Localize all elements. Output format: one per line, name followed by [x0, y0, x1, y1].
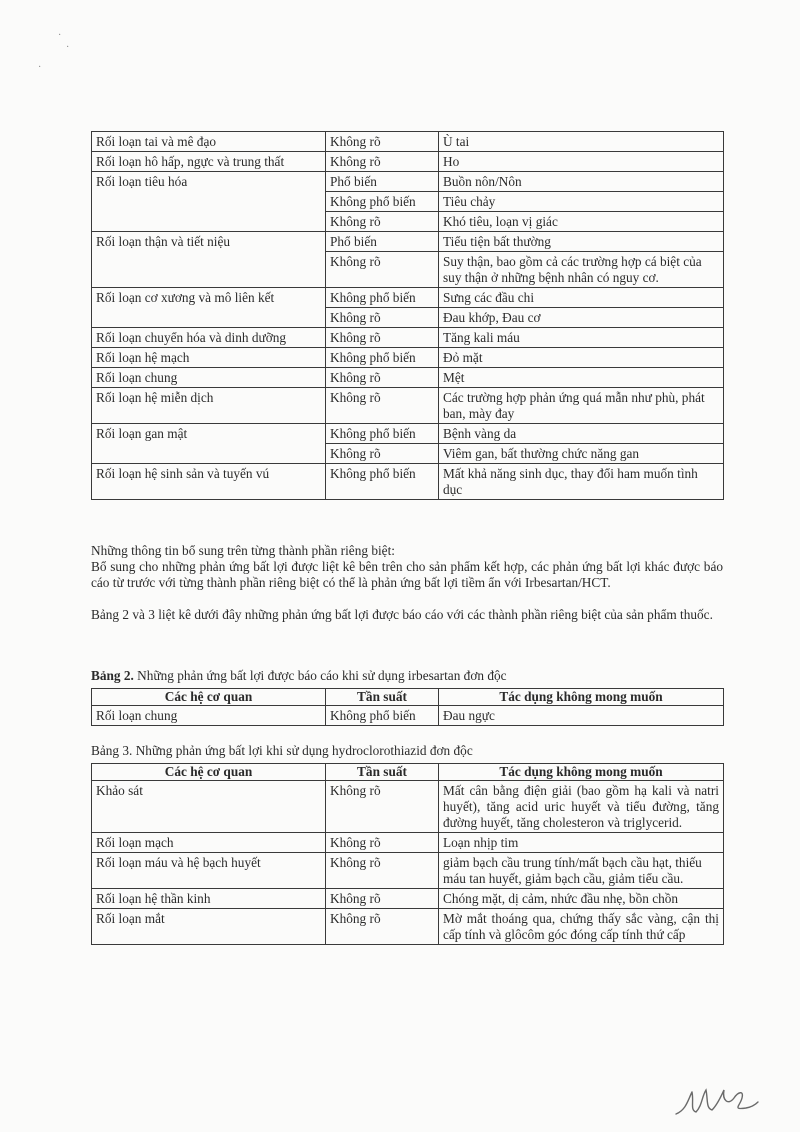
system-cell: Rối loạn mạch	[92, 833, 326, 853]
irbesartan-adverse-table	[91, 688, 724, 726]
column-header: Tần suất	[326, 764, 439, 781]
frequency-cell: Không phổ biến	[326, 192, 439, 212]
effect-cell: Loạn nhịp tim	[439, 833, 724, 853]
system-cell: Rối loạn tiêu hóa	[92, 172, 326, 232]
section-heading: Những thông tin bổ sung trên từng thành phần riêng biệt:	[91, 543, 395, 558]
column-header: Tần suất	[326, 689, 439, 706]
effect-cell: Chóng mặt, dị cảm, nhức đầu nhẹ, bồn chồn	[439, 889, 724, 909]
frequency-cell: Không rõ	[326, 212, 439, 232]
frequency-cell: Phổ biến	[326, 172, 439, 192]
frequency-cell: Không rõ	[326, 889, 439, 909]
effect-cell: Tiêu chảy	[439, 192, 724, 212]
table-row	[92, 706, 724, 726]
frequency-cell: Không phổ biến	[326, 424, 439, 444]
system-cell: Rối loạn cơ xương và mô liên kết	[92, 288, 326, 328]
frequency-cell: Không phổ biến	[326, 464, 439, 500]
effect-cell: Ù tai	[439, 132, 724, 152]
table-row	[92, 132, 724, 152]
system-cell: Rối loạn thận và tiết niệu	[92, 232, 326, 288]
effect-cell: Ho	[439, 152, 724, 172]
system-cell: Rối loạn máu và hệ bạch huyết	[92, 853, 326, 889]
scan-speck: ·	[58, 30, 62, 41]
system-cell: Khảo sát	[92, 781, 326, 833]
system-cell: Rối loạn hệ mạch	[92, 348, 326, 368]
table-caption	[91, 668, 507, 684]
table-row	[92, 368, 724, 388]
scan-speck: ·	[66, 42, 70, 53]
frequency-cell: Không rõ	[326, 444, 439, 464]
system-cell: Rối loạn hệ thần kinh	[92, 889, 326, 909]
table-row	[92, 232, 724, 252]
table-row	[92, 348, 724, 368]
table-row	[92, 152, 724, 172]
effect-cell: Buồn nôn/Nôn	[439, 172, 724, 192]
effect-cell: Mệt	[439, 368, 724, 388]
frequency-cell: Không phổ biến	[326, 706, 439, 726]
table-row	[92, 424, 724, 444]
effect-cell: Suy thận, bao gồm cả các trường hợp cá biệt của suy thận ở những bệnh nhân có nguy cơ.	[439, 252, 724, 288]
effect-cell: Đau ngực	[439, 706, 724, 726]
system-cell: Rối loạn gan mật	[92, 424, 326, 464]
table-caption-text: Những phản ứng bất lợi được báo cáo khi sử dụng irbesartan đơn độc	[133, 668, 507, 683]
frequency-cell: Không rõ	[326, 388, 439, 424]
column-header: Tác dụng không mong muốn	[439, 689, 724, 706]
system-cell: Rối loạn hô hấp, ngực và trung thất	[92, 152, 326, 172]
frequency-cell: Phổ biến	[326, 232, 439, 252]
body-paragraph: Bổ sung cho những phản ứng bất lợi được liệt kê bên trên cho sản phẩm kết hợp, các phản ứng bất lợi khác được báo cáo từ trước với từng thành phần riêng biệt có thể là phản ứng bất lợi tiềm ẩn với Irbesartan/HCT.	[91, 559, 723, 590]
system-cell: Rối loạn tai và mê đạo	[92, 132, 326, 152]
table-row	[92, 781, 724, 833]
frequency-cell: Không rõ	[326, 853, 439, 889]
column-header: Các hệ cơ quan	[92, 689, 326, 706]
frequency-cell: Không rõ	[326, 252, 439, 288]
table-row	[92, 889, 724, 909]
frequency-cell: Không rõ	[326, 909, 439, 945]
hydroclorothiazid-adverse-table	[91, 763, 724, 945]
system-cell: Rối loạn chuyển hóa và dinh dưỡng	[92, 328, 326, 348]
adverse-reactions-table	[91, 131, 724, 500]
frequency-cell: Không rõ	[326, 833, 439, 853]
effect-cell: Các trường hợp phản ứng quá mẫn như phù, phát ban, mày đay	[439, 388, 724, 424]
effect-cell: Tăng kali máu	[439, 328, 724, 348]
table-header-row	[92, 689, 724, 706]
effect-cell: Tiểu tiện bất thường	[439, 232, 724, 252]
table-caption: Bảng 3. Những phản ứng bất lợi khi sử dụng hydroclorothiazid đơn độc	[91, 743, 473, 758]
body-paragraph: Bảng 2 và 3 liệt kê dưới đây những phản ứng bất lợi được báo cáo với các thành phần riêng biệt của sản phẩm thuốc.	[91, 607, 713, 622]
frequency-cell: Không rõ	[326, 132, 439, 152]
effect-cell: Mất khả năng sinh dục, thay đổi ham muốn tình dục	[439, 464, 724, 500]
frequency-cell: Không phổ biến	[326, 288, 439, 308]
system-cell: Rối loạn chung	[92, 706, 326, 726]
frequency-cell: Không phổ biến	[326, 348, 439, 368]
table-row	[92, 328, 724, 348]
table-row	[92, 833, 724, 853]
table-caption-label: Bảng 2.	[91, 668, 134, 683]
effect-cell: Mất cân bằng điện giải (bao gồm hạ kali và natri huyết), tăng acid uric huyết và tiểu đường, tăng đường huyết, tăng cholesteron và triglycerid.	[439, 781, 724, 833]
effect-cell: Sưng các đầu chi	[439, 288, 724, 308]
table-row	[92, 388, 724, 424]
scan-speck: ·	[38, 62, 42, 73]
effect-cell: Bệnh vàng da	[439, 424, 724, 444]
column-header: Tác dụng không mong muốn	[439, 764, 724, 781]
frequency-cell: Không rõ	[326, 368, 439, 388]
system-cell: Rối loạn hệ sinh sản và tuyến vú	[92, 464, 326, 500]
frequency-cell: Không rõ	[326, 152, 439, 172]
effect-cell: Khó tiêu, loạn vị giác	[439, 212, 724, 232]
frequency-cell: Không rõ	[326, 781, 439, 833]
effect-cell: Đau khớp, Đau cơ	[439, 308, 724, 328]
system-cell: Rối loạn hệ miễn dịch	[92, 388, 326, 424]
table-row	[92, 464, 724, 500]
effect-cell: Mờ mắt thoáng qua, chứng thấy sắc vàng, cận thị cấp tính và glôcôm góc đóng cấp tính thứ cấp	[439, 909, 724, 945]
column-header: Các hệ cơ quan	[92, 764, 326, 781]
table-row	[92, 172, 724, 192]
effect-cell: Viêm gan, bất thường chức năng gan	[439, 444, 724, 464]
table-row	[92, 853, 724, 889]
system-cell: Rối loạn chung	[92, 368, 326, 388]
table-row	[92, 288, 724, 308]
signature-mark	[672, 1080, 762, 1120]
table-row	[92, 909, 724, 945]
effect-cell: Đỏ mặt	[439, 348, 724, 368]
frequency-cell: Không rõ	[326, 308, 439, 328]
effect-cell: giảm bạch cầu trung tính/mất bạch cầu hạt, thiếu máu tan huyết, giảm bạch cầu, giảm tiểu cầu.	[439, 853, 724, 889]
system-cell: Rối loạn mắt	[92, 909, 326, 945]
table-header-row	[92, 764, 724, 781]
frequency-cell: Không rõ	[326, 328, 439, 348]
